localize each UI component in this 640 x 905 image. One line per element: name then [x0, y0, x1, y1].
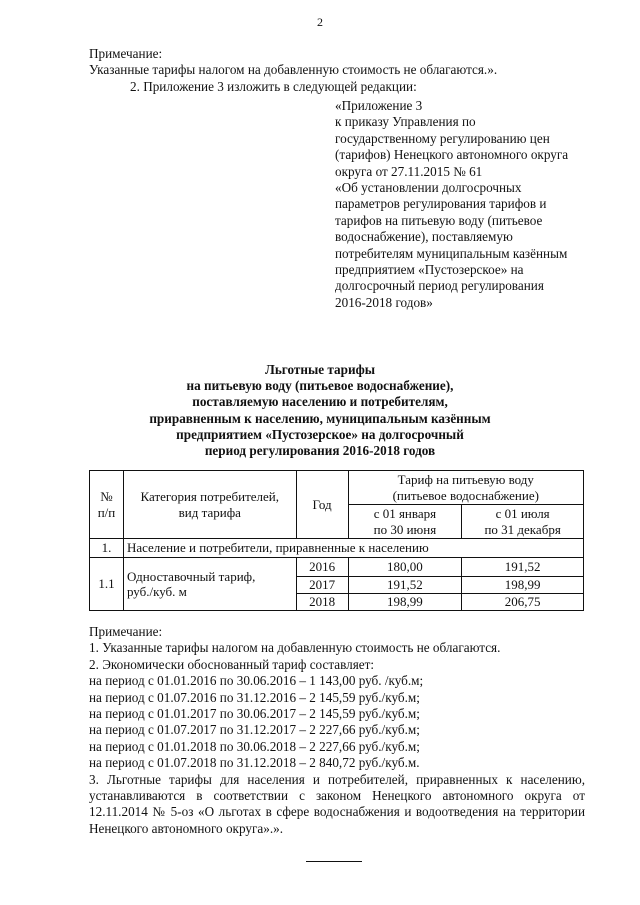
header-period-jul: с 01 июля по 31 декабря: [462, 505, 584, 539]
appendix-line: параметров регулирования тарифов и: [335, 196, 547, 212]
header-period-jan: с 01 января по 30 июня: [348, 505, 462, 539]
notes-block: [89, 624, 585, 837]
appendix-line: государственному регулированию цен: [335, 130, 550, 146]
header-year: Год: [296, 471, 348, 539]
note-period: на период с 01.07.2017 по 31.12.2017 – 2 227,66 руб./куб.м;: [89, 722, 420, 738]
notes-heading: Примечание:: [89, 624, 163, 639]
appendix-reference: [335, 98, 568, 311]
top-note-heading: Примечание:: [89, 46, 163, 61]
amendment-item-2: 2. Приложение 3 изложить в следующей редакции:: [130, 79, 417, 94]
row-jul-value: 191,52: [462, 558, 584, 577]
section-title: Население и потребители, приравненные к населению: [123, 539, 583, 558]
table-header-row: [90, 471, 584, 505]
appendix-line: долгосрочный период регулирования: [335, 278, 544, 294]
appendix-line: округа от 27.11.2015 № 61: [335, 163, 483, 179]
row-year: 2016: [296, 558, 348, 577]
row-jul-value: 206,75: [462, 594, 584, 611]
appendix-line: «Приложение 3: [335, 98, 423, 113]
table-row: [90, 558, 584, 577]
appendix-line: «Об установлении долгосрочных: [335, 180, 522, 196]
appendix-line: тарифов на питьевую воду (питьевое: [335, 212, 543, 228]
note-1: 1. Указанные тарифы налогом на добавленную стоимость не облагаются.: [89, 640, 501, 656]
appendix-line: 2016-2018 годов»: [335, 294, 433, 310]
section-number: 1.: [90, 539, 124, 558]
note-2: 2. Экономически обоснованный тариф составляет:: [89, 656, 375, 672]
row-jan-value: 198,99: [348, 594, 462, 611]
page-number: 2: [317, 15, 323, 29]
header-category: Категория потребителей, вид тарифа: [123, 471, 296, 539]
appendix-line: потребителям муниципальным казённым: [335, 245, 568, 261]
title-line: приравненным к населению, муниципальным казённым: [149, 410, 491, 426]
row-category: Одноставочный тариф, руб./куб. м: [123, 558, 296, 611]
row-year: 2017: [296, 577, 348, 594]
title-line: Льготные тарифы: [265, 362, 375, 377]
top-note-text: Указанные тарифы налогом на добавленную стоимость не облагаются.».: [89, 62, 498, 77]
note-period: на период с 01.01.2016 по 30.06.2016 – 1 143,00 руб. /куб.м;: [89, 673, 424, 689]
end-divider: [306, 861, 362, 862]
row-year: 2018: [296, 594, 348, 611]
appendix-line: (тарифов) Ненецкого автономного округа: [335, 147, 569, 163]
table-section-row: [90, 539, 584, 558]
row-jan-value: 191,52: [348, 577, 462, 594]
appendix-line: предприятием «Пустозерское» на: [335, 262, 524, 278]
header-tariff: Тариф на питьевую воду (питьевое водоснабжение): [348, 471, 583, 505]
title-line: предприятием «Пустозерское» на долгосрочный: [176, 426, 464, 442]
note-3: 3. Льготные тарифы для населения и потребителей, приравненных к населению, устанавливаются в соответствии с законом Ненецкого автономного округа от 12.11.2014 № 5-оз «О льготах в сфере водоснабжения и водоотведения на территории Ненецкого автономного округа».».: [89, 771, 585, 836]
header-number: № п/п: [90, 471, 124, 539]
tariff-table: [89, 470, 584, 611]
document-title: [60, 362, 580, 459]
title-line: поставляемую населению и потребителям,: [192, 394, 448, 410]
row-number: 1.1: [90, 558, 124, 611]
note-period: на период с 01.07.2018 по 31.12.2018 – 2 840,72 руб./куб.м.: [89, 755, 420, 771]
note-period: на период с 01.01.2017 по 30.06.2017 – 2 145,59 руб./куб.м;: [89, 706, 420, 722]
note-period: на период с 01.01.2018 по 30.06.2018 – 2 227,66 руб./куб.м;: [89, 738, 420, 754]
row-jul-value: 198,99: [462, 577, 584, 594]
note-period: на период с 01.07.2016 по 31.12.2016 – 2 145,59 руб./куб.м;: [89, 689, 420, 705]
title-line: период регулирования 2016-2018 годов: [204, 443, 436, 459]
row-jan-value: 180,00: [348, 558, 462, 577]
appendix-line: к приказу Управления по: [335, 114, 476, 130]
appendix-line: водоснабжение), поставляемую: [335, 229, 513, 245]
title-line: на питьевую воду (питьевое водоснабжение),: [186, 378, 454, 394]
